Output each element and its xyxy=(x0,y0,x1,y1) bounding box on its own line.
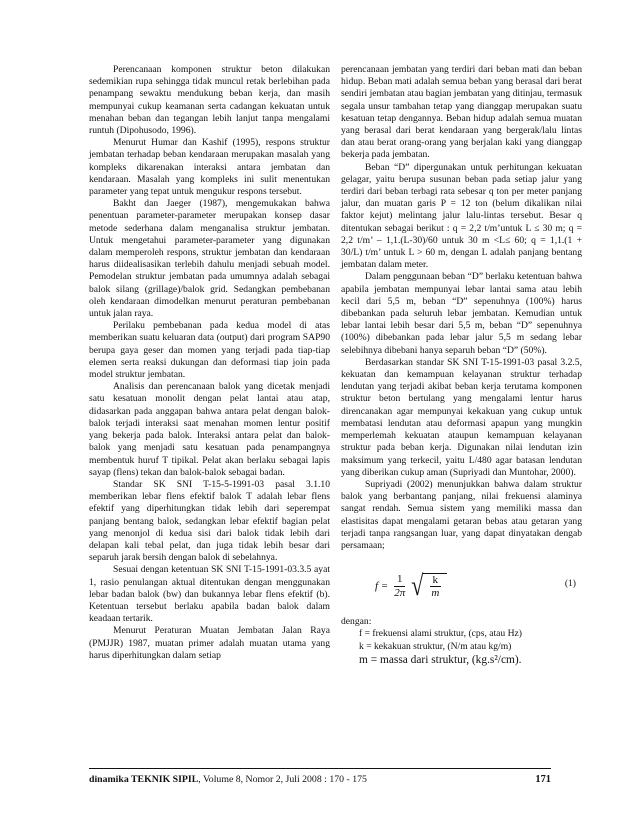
paragraph: Perilaku pembebanan pada kedua model di atas memberikan suatu keluaran data (output) dari program SAP90 berupa gaya geser dan momen yang terjadi pada tiap-tiap elemen serta reaksi dukungan dan deformasi tiap join pada model struktur jembatan. xyxy=(89,320,330,381)
paragraph: Analisis dan perencanaan balok yang dicetak menjadi satu kesatuan monolit dengan pelat lantai atau atap, didasarkan pada anggapan bahwa antara pelat dengan balok-balok terjadi interaksi saat menahan momen lentur positif yang bekerja pada balok. Interaksi antara pelat dan balok-balok yang menjadi satu kesatuan pada penampangnya membentuk huruf T tipikal. Pelat akan berlaku sebagai lapis sayap (flens) tekan dan balok-balok sebagai badan. xyxy=(89,381,330,478)
fraction-denominator: 2π xyxy=(394,586,406,599)
radicand-fraction xyxy=(428,574,442,599)
paragraph: Menurut Humar dan Kashif (1995), respons struktur jembatan terhadap beban kendaraan merupakan masalah yang kompleks dikarenakan interaksi antara jembatan dan kendaraan. Masalah yang kompleks ini sulit menentukan parameter yang tepat untuk mengukur respons tersebut. xyxy=(89,137,330,198)
radicand xyxy=(423,573,447,599)
left-column xyxy=(89,64,330,662)
paragraph: Dalam penggunaan beban “D” berlaku ketentuan bahwa apabila jembatan mempunyai lebar lantai sama atau lebih kecil dari 5,5 m, beban “D” sepenuhnya (100%) harus dibebankan pada seluruh lebar jembatan. Kemudian untuk lebar lantai lebih besar dari 5,5 m, beban “D” sepenuhnya (100%) dibebankan pada lebar jalur 5,5 m sedang lebar selebihnya dibebani hanya separuh beban “D” (50%). xyxy=(341,271,582,356)
definition-item: k = kekakuan struktur, (N/m atau kg/m) xyxy=(359,640,512,652)
radicand-denominator: m xyxy=(431,587,440,600)
paragraph: perencanaan jembatan yang terdiri dari beban mati dan beban hidup. Beban mati adalah semua beban yang berasal dari berat sendiri jembatan atau bagian jembatan yang ditinjau, termasuk segala unsur tambahan tetap yang dianggap merupakan suatu kesatuan tetap dengannya. Beban hidup adalah semua muatan yang berasal dari berat kendaraan yang bergerak/lalu lintas dan atau berat orang-orang yang berjalan kaki yang dianggap bekerja pada jembatan. xyxy=(341,64,582,161)
page-number: 171 xyxy=(535,774,551,785)
paragraph: Menurut Peraturan Muatan Jembatan Jalan Raya (PMJJR) 1987, muatan primer adalah muatan utama yang harus diperhitungkan dalam setiap xyxy=(89,625,330,661)
definition-item: f = frekuensi alami struktur, (cps, atau Hz) xyxy=(359,628,522,640)
paragraph: Standar SK SNI T-15-5-1991-03 pasal 3.1.10 memberikan lebar flens efektif balok T adalah lebar flens efektif yang diperhitungkan tidak lebih dari seperempat panjang bentang balok, sedangkan lebar efektif bagian pelat yang menonjol di kedua sisi dari balok tidak lebih dari delapan kali tebal pelat, dan juga tidak lebih besar dari separuh jarak bersih dengan balok di sebelahnya. xyxy=(89,478,330,564)
right-column xyxy=(341,64,582,667)
square-root xyxy=(411,569,447,602)
journal-name: dinamika TEKNIK SIPIL xyxy=(89,774,199,785)
paragraph: Supriyadi (2002) menunjukkan bahwa dalam struktur balok yang berbantang panjang, nilai frekuensi alaminya sangat rendah. Semua sistem yang memiliki massa dan elastisitas dapat mengalami getaran bebas atau getaran yang terjadi tanpa rangsangan luar, yang dapat dinyatakan dengab persamaan; xyxy=(341,478,582,551)
paragraph: Berdasarkan standar SK SNI T-15-1991-03 pasal 3.2.5, kekuatan dan kemampuan kelayanan struktur terhadap lendutan yang terjadi akibat beban kerja terutama komponen struktur beton bertulang yang mengalami lentur harus direncanakan agar mempunyai kekakuan yang cukup untuk membatasi lendutan atau deformasi apapun yang mungkin memperlemah kekuatan ataupun kemampuan kelayanan struktur pada beban kerja. Digunakan nilai lendutan izin maksimum yang terkecil, yaitu L/480 agar batasan lendutan yang diberikan cukup aman (Supriyadi dan Muntohar, 2000). xyxy=(341,356,582,478)
radical-sign: √ xyxy=(411,569,424,602)
paragraph: Beban “D” dipergunakan untuk perhitungan kekuatan gelagar, yaitu berupa susunan beban pada setiap jalur yang terdiri dari beban terbagi rata sebesar q ton per meter panjang jalur, dan muatan garis P = 12 ton (belum dikalikan nilai faktor kejut) melintang jalur lalu-lintas tersebut. Besar q ditentukan sebagai berikut : q = 2,2 t/m’untuk L ≤ 30 m; q = 2,2 t/m’ – 1,1.(L-30)/60 untuk 30 m <L≤ 60; q = 1,1.(1 + 30/L) t/m’ untuk L > 60 m, dengan L adalah panjang bentang jembatan dalam meter. xyxy=(341,161,582,271)
definitions-intro: dengan: xyxy=(341,616,372,628)
journal-details: , Volume 8, Nomor 2, Juli 2008 : 170 - 175 xyxy=(198,774,367,785)
page-footer xyxy=(89,774,551,785)
fraction-numerator: 1 xyxy=(394,573,406,586)
footer-citation xyxy=(89,774,367,785)
equation-number: (1) xyxy=(564,578,576,590)
paragraph: Sesuai dengan ketentuan SK SNI T-15-1991-03.3.5 ayat 1, rasio penulangan aktual ditentukan dengan menggunakan lebar badan balok (bw) dan bukannya lebar flens efektif (b). Ketentuan tersebut berlaku apabila badan balok dalam keadaan tertarik. xyxy=(89,564,330,625)
paragraph: Bakht dan Jaeger (1987), mengemukakan bahwa penentuan parameter-parameter merupakan konsep dasar metode sederhana dalam menganalisa struktur jembatan. Untuk mengetahui parameter-parameter yang digunakan dalam memperoleh respons, struktur jembatan dan kendaraan harus diidealisasikan terlebih dahulu menjadi sebuah model. Pemodelan struktur jembatan pada umumnya adalah sebagai balok silang (grillage)/balok grid. Sedangkan pembebanan oleh kendaraan dimodelkan menurut peraturan pembebanan untuk jalan raya. xyxy=(89,198,330,320)
equation-fraction xyxy=(391,573,408,598)
definitions xyxy=(341,616,582,667)
footer-rule xyxy=(89,768,551,769)
radicand-numerator: k xyxy=(430,574,442,587)
equation-expression xyxy=(375,564,447,608)
definition-item: m = massa dari struktur, (kg.s²/cm). xyxy=(359,653,522,666)
equation-1 xyxy=(341,564,582,608)
paragraph: Perencanaan komponen struktur beton dilakukan sedemikian rupa sehingga tidak muncul retak berlebihan pada penampang sewaktu mendukung beban kerja, dan masih mempunyai cukup keamanan serta cadangan kekuatan untuk menahan beban dan tegangan lebih lanjut tanpa mengalami runtuh (Dipohusodo, 1996). xyxy=(89,64,330,137)
equation-lhs: f = xyxy=(375,580,389,593)
